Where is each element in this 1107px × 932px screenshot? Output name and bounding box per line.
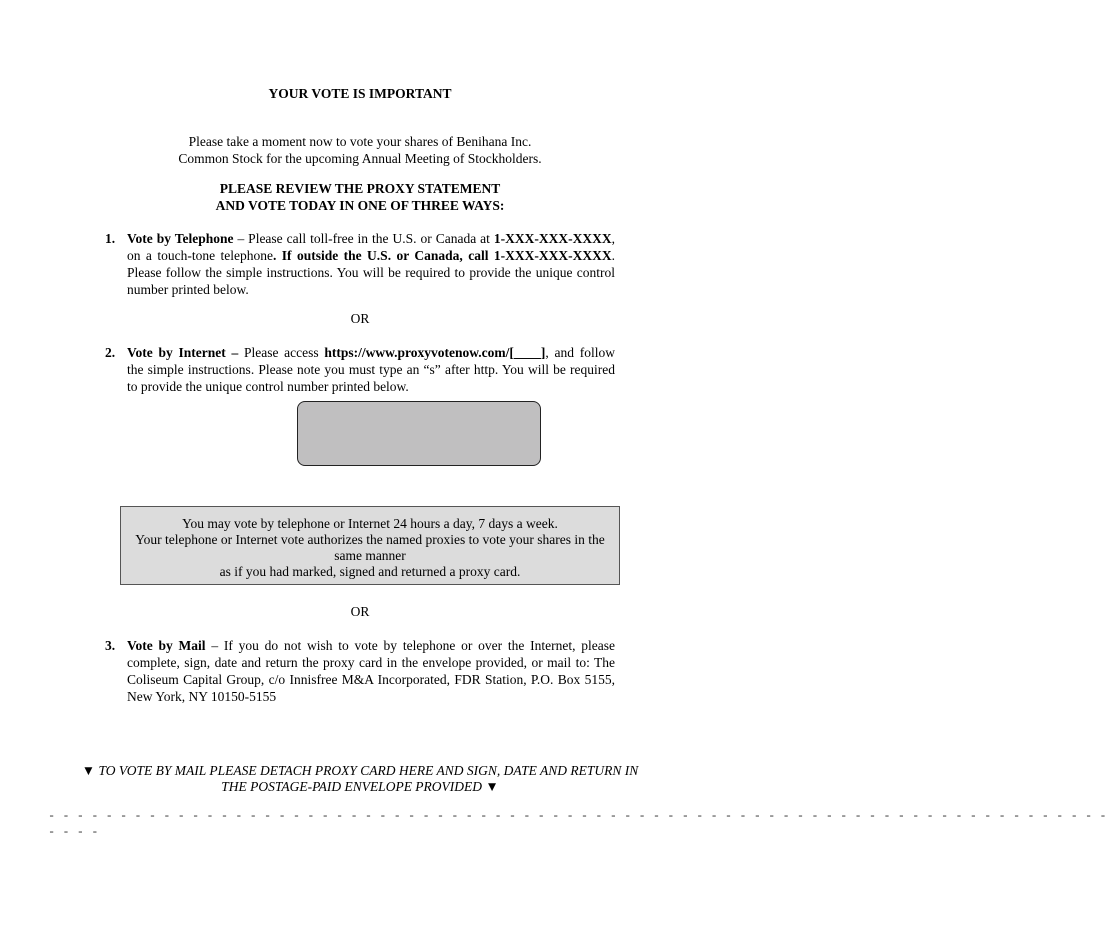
- intro-line-2: Common Stock for the upcoming Annual Meeting of Stockholders.: [178, 151, 542, 166]
- item-body: [127, 637, 615, 705]
- item-number: 2.: [105, 345, 116, 360]
- item-number: 1.: [105, 231, 116, 246]
- item-heading: Vote by Telephone: [127, 231, 234, 246]
- review-line-2: AND VOTE TODAY IN ONE OF THREE WAYS:: [215, 198, 505, 213]
- phone-number: 1-XXX-XXX-XXXX: [493, 231, 612, 246]
- item-number: 3.: [105, 638, 116, 653]
- notice-box: [120, 506, 620, 585]
- vote-option-telephone: [105, 230, 615, 298]
- intro-text: [0, 133, 720, 167]
- detach-instructions: [40, 763, 680, 795]
- intro-line-1: Please take a moment now to vote your shares of Benihana Inc.: [188, 134, 532, 149]
- item-body: [127, 344, 615, 395]
- item-text: , on a touch-tone telephone: [127, 231, 615, 263]
- item-body: [127, 230, 615, 298]
- vote-option-internet: [105, 344, 615, 395]
- or-separator: OR: [350, 604, 370, 619]
- detach-line-2: THE POSTAGE-PAID ENVELOPE PROVIDED ▼: [221, 779, 499, 794]
- review-heading: [0, 180, 720, 214]
- vote-url[interactable]: https://www.proxyvotenow.com/[____]: [324, 345, 546, 360]
- item-text: – If you do not wish to vote by telephone or over the Internet, please complete, sign, date and return the proxy card in the envelope provided, or mail to: The Coliseum Capital Group, c/o Innisfree M&A Incorporated, FDR Station, P.O. Box 5155, New York, NY 10150-5155: [127, 638, 616, 704]
- item-heading: Vote by Mail: [127, 638, 206, 653]
- detach-dashed-line: - - - - - - - - - - - - - - - - - - - - - - - - - - - - - - - - - - - - - - - - - - - - - - - - - - - - - - - - - - - - - - - - - - - - - - - - - -: [48, 809, 1107, 823]
- detach-line-1: ▼ TO VOTE BY MAIL PLEASE DETACH PROXY CARD HERE AND SIGN, DATE AND RETURN IN: [81, 763, 639, 778]
- item-text: Please access: [238, 345, 325, 360]
- or-separator: OR: [350, 311, 370, 326]
- detach-dashed-line-end: - - - -: [48, 825, 99, 839]
- page-title: YOUR VOTE IS IMPORTANT: [268, 86, 452, 101]
- vote-option-mail: [105, 637, 615, 705]
- notice-line-2: Your telephone or Internet vote authorizes the named proxies to vote your shares in the same manner: [135, 532, 605, 563]
- control-number-box: [297, 401, 541, 466]
- notice-line-3: as if you had marked, signed and returned a proxy card.: [219, 564, 521, 579]
- item-text: . Please follow the simple instructions. You will be required to provide the unique control number printed below.: [127, 248, 615, 297]
- item-heading: Vote by Internet –: [127, 345, 239, 360]
- item-text: , and follow the simple instructions. Please note you must type an “s” after http. You will be required to provide the unique control number printed below.: [127, 345, 615, 394]
- item-text: . If outside the U.S. or Canada, call: [272, 248, 494, 263]
- item-text: – Please call toll-free in the U.S. or Canada at: [233, 231, 494, 246]
- phone-number: 1-XXX-XXX-XXXX: [493, 248, 612, 263]
- notice-line-1: You may vote by telephone or Internet 24 hours a day, 7 days a week.: [182, 516, 558, 531]
- review-line-1: PLEASE REVIEW THE PROXY STATEMENT: [219, 181, 501, 196]
